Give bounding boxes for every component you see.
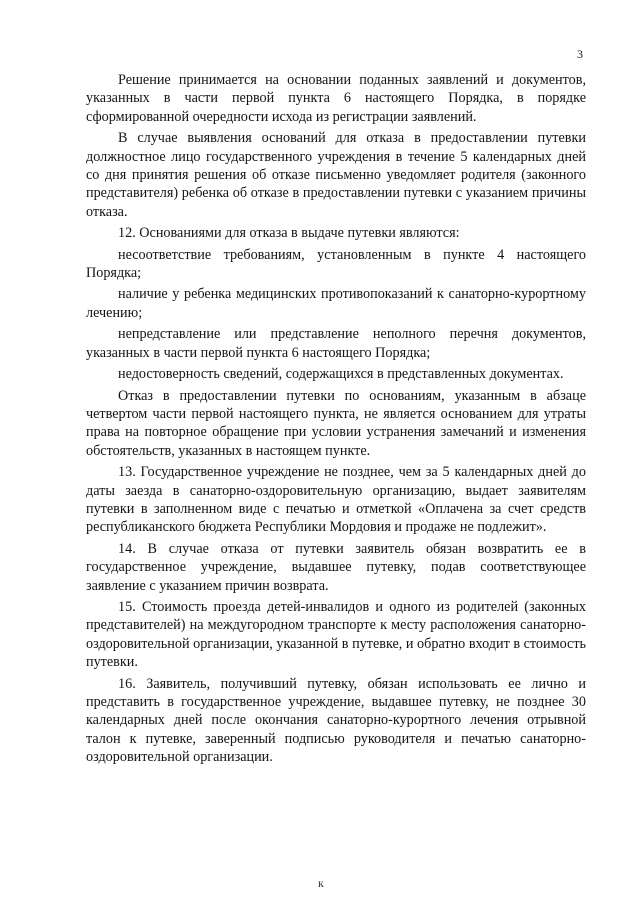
paragraph-ground-documents: непредставление или представление неполного перечня документов, указанных в части первой пункта 6 настоящего Порядка; — [86, 326, 586, 361]
paragraph-decision: Решение принимается на основании поданных заявлений и документов, указанных в части первой пункта 6 настоящего Порядка, в порядке сформированной очередности исхода из регистрации заявлений. — [86, 72, 586, 125]
footer-mark: к — [318, 876, 324, 890]
paragraph-item-12: 12. Основаниями для отказа в выдаче путевки являются: — [118, 225, 460, 242]
paragraph-refusal-notice: В случае выявления оснований для отказа в предоставлении путевки должностное лицо государственного учреждения в течение 5 календарных дней со дня принятия решения об отказе письменно уведомляет родителя (законного представителя) ребенка об отказе в предоставлении путевки с указанием причины отказа. — [86, 130, 586, 220]
paragraph-reapplication: Отказ в предоставлении путевки по основаниям, указанным в абзаце четвертом части первой настоящего пункта, не является основанием для утраты права на повторное обращение при условии устранения замечаний и изменения обстоятельств, указанных в настоящем пункте. — [86, 387, 586, 459]
paragraph-item-16: 16. Заявитель, получивший путевку, обязан использовать ее лично и представить в государственное учреждение, выдавшее путевку, не позднее 30 календарных дней после окончания санаторно-курортного лечения отрывной талон к путевке, заверенный подписью руководителя и печатью санаторно-оздоровительной организации. — [86, 675, 586, 766]
paragraph-item-13: 13. Государственное учреждение не позднее, чем за 5 календарных дней до даты заезда в санаторно-оздоровительную организацию, выдает заявителям путевки в заполненном виде с печатью и отметкой «Оплачена за счет средств республиканского бюджета Республики Мордовия и продаже не подлежит». — [86, 464, 586, 536]
paragraph-item-15: 15. Стоимость проезда детей-инвалидов и одного из родителей (законных представителей) на междугородном транспорте к месту расположения санаторно-оздоровительной организации, указанной в путевке, и обратно входит в стоимость путевки. — [86, 598, 586, 671]
paragraph-ground-unreliable: недостоверность сведений, содержащихся в представленных документах. — [118, 366, 564, 383]
document-body — [86, 71, 586, 767]
paragraph-ground-medical: наличие у ребенка медицинских противопоказаний к санаторно-курортному лечению; — [86, 286, 586, 321]
page-number: 3 — [577, 47, 583, 61]
paragraph-item-14: 14. В случае отказа от путевки заявитель обязан возвратить ее в государственное учреждение, выдавшее путевку, подав соответствующее заявление с указанием причин возврата. — [86, 540, 586, 594]
paragraph-ground-noncompliance: несоответствие требованиям, установленным в пункте 4 настоящего Порядка; — [86, 246, 586, 282]
